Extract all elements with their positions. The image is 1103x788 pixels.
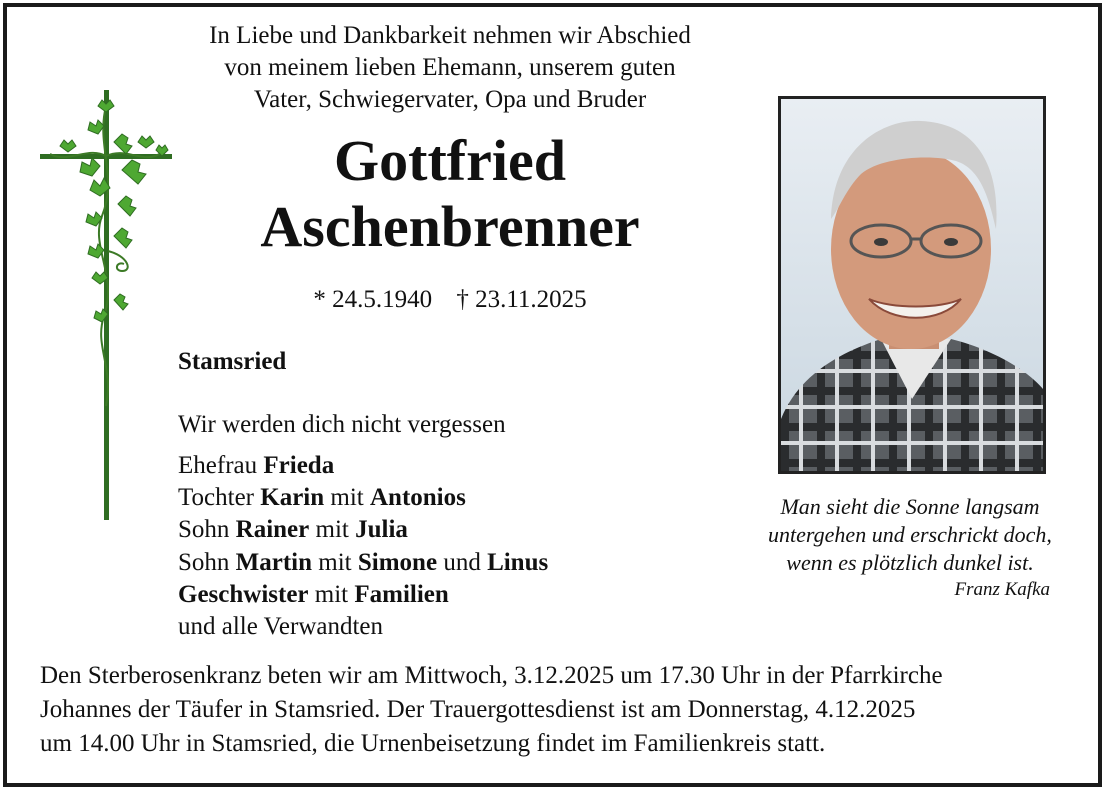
life-dates bbox=[150, 286, 750, 314]
family-line: Geschwister mit Familien bbox=[178, 580, 449, 608]
family-line: Sohn Rainer mit Julia bbox=[178, 516, 408, 544]
place-name: Stamsried bbox=[178, 348, 287, 375]
service-line: Den Sterberosenkranz beten wir am Mittwoch, 3.12.2025 um 17.30 Uhr in der Pfarrkirche bbox=[40, 662, 943, 689]
family-list bbox=[178, 450, 548, 643]
quote-author: Franz Kafka bbox=[954, 579, 1050, 600]
portrait-image bbox=[781, 99, 1043, 471]
intro-text bbox=[150, 20, 750, 116]
service-line: Johannes der Täufer in Stamsried. Der Trauergottesdienst ist am Donnerstag, 4.12.2025 bbox=[40, 696, 916, 723]
death-date: † 23.11.2025 bbox=[456, 286, 587, 313]
intro-line: In Liebe und Dankbarkeit nehmen wir Abschied bbox=[209, 22, 691, 49]
family-line: Tochter Karin mit Antonios bbox=[178, 484, 466, 512]
intro-line: Vater, Schwiegervater, Opa und Bruder bbox=[253, 86, 647, 113]
deceased-name bbox=[150, 128, 750, 260]
portrait-photo bbox=[778, 96, 1046, 474]
birth-date: * 24.5.1940 bbox=[313, 286, 433, 313]
quote-line: wenn es plötzlich dunkel ist. bbox=[786, 550, 1034, 575]
family-heading: Wir werden dich nicht vergessen bbox=[178, 411, 506, 438]
quote-line: untergehen und erschrickt doch, bbox=[768, 522, 1052, 547]
family-line: Ehefrau Frieda bbox=[178, 452, 335, 479]
first-name: Gottfried bbox=[334, 128, 566, 193]
intro-line: von meinem lieben Ehemann, unserem guten bbox=[224, 54, 676, 81]
family-line: Sohn Martin mit Simone und Linus bbox=[178, 548, 549, 576]
family-line: und alle Verwandten bbox=[178, 613, 384, 641]
quote bbox=[735, 493, 1085, 577]
service-line: um 14.00 Uhr in Stamsried, die Urnenbeisetzung findet im Familienkreis statt. bbox=[40, 730, 826, 757]
last-name: Aschenbrenner bbox=[260, 194, 640, 259]
quote-line: Man sieht die Sonne langsam bbox=[780, 494, 1040, 519]
service-info bbox=[40, 659, 1080, 761]
